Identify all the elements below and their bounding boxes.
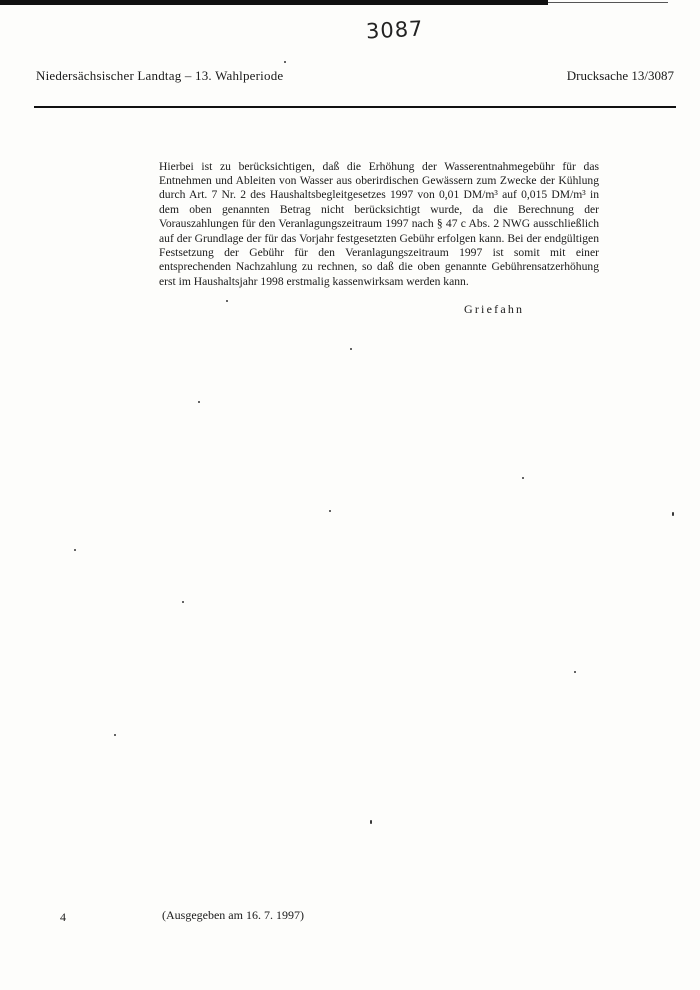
scan-speck xyxy=(226,300,228,302)
signature: Griefahn xyxy=(464,302,525,316)
scan-speck xyxy=(370,820,372,824)
header-parliament: Niedersächsischer Landtag – 13. Wahlperiode xyxy=(36,68,284,83)
page-number: 4 xyxy=(60,910,66,924)
scan-speck xyxy=(182,601,184,603)
top-border-bar xyxy=(0,0,548,5)
scan-speck xyxy=(198,401,200,403)
header-rule xyxy=(34,106,676,108)
scan-speck xyxy=(350,348,352,350)
scan-speck xyxy=(284,61,286,63)
header-document-ref: Drucksache 13/3087 xyxy=(566,68,674,83)
scan-speck xyxy=(74,549,76,551)
handwritten-document-number: 3087 xyxy=(365,16,425,44)
scan-speck xyxy=(574,671,576,673)
scan-speck xyxy=(329,510,331,512)
scan-speck xyxy=(522,477,524,479)
top-border-line xyxy=(548,2,668,3)
scan-speck xyxy=(672,512,674,516)
body-paragraph: Hierbei ist zu berücksichtigen, daß die Erhöhung der Wasserentnahmegebühr für das Entnehmen und Ableiten von Wasser aus oberirdischen Gewässern zum Zwecke der Kühlung durch Art. 7 Nr. 2 des Haushaltsbegleitgesetzes 1997 von 0,01 DM/m³ auf 0,015 DM/m³ in dem oben genannten Betrag nicht berücksichtigt wurde, da die Berechnung der Vorauszahlungen für den Veranlagungszeitraum 1997 nach § 47 c Abs. 2 NWG ausschließlich auf der Grundlage der für das Vorjahr festgesetzten Gebühr erfolgen kann. Bei der endgültigen Festsetzung der Gebühr für den Veranlagungszeitraum 1997 ist somit mit einer entsprechenden Nachzahlung zu rechnen, so daß die oben genannte Gebührensatzerhöhung erst im Haushaltsjahr 1998 erstmalig kassenwirksam werden kann. xyxy=(159,159,599,288)
issue-date: (Ausgegeben am 16. 7. 1997) xyxy=(162,908,304,922)
page-header xyxy=(36,68,674,84)
scan-speck xyxy=(114,734,116,736)
